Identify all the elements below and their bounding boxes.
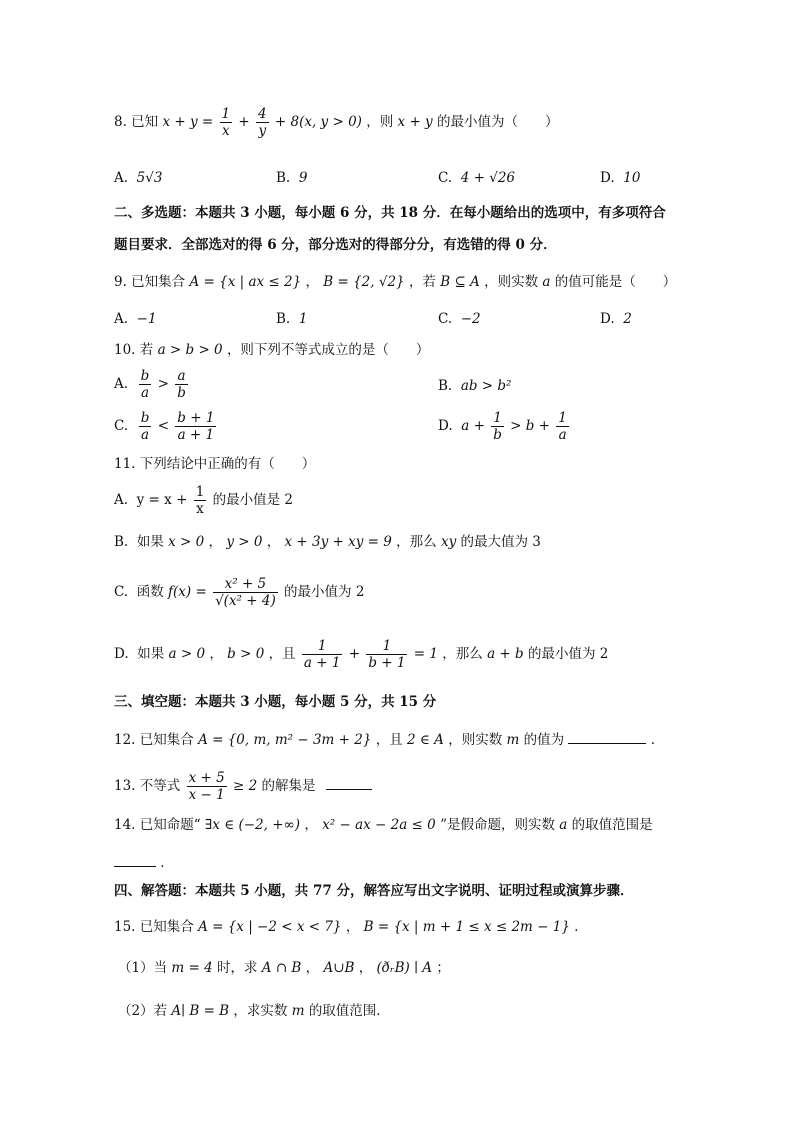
q10-cond: a > b > 0 [157,342,223,358]
q10a-op: > [157,376,169,392]
q11-option-d [114,638,608,671]
q8-option-a [114,168,162,188]
frac-num: a [175,368,188,385]
q8-expr2: x + y [397,114,433,130]
q10c-fraction-1 [139,410,152,443]
frac-den: a [558,427,567,443]
question-14 [114,815,653,835]
q11c-text-b: 的最小值为 2 [284,584,365,600]
q9-option-d [600,309,632,329]
option-label: D. [438,418,453,434]
option-value: 4 + √26 [460,170,515,186]
option-value: 2 [623,311,632,327]
question-11: 11. 下列结论中正确的有（ ） [114,456,316,472]
q9-option-c [438,309,481,329]
q12-text-b: ，且 [375,732,403,748]
q11-option-a [114,484,293,517]
q15-p2-text: ，求实数 [233,1003,288,1019]
q8-fraction-1 [220,106,233,139]
option-label: B. [276,311,291,327]
option-value: 9 [298,170,308,186]
q11b-text-b: ，那么 [396,534,437,550]
frac-num: 1 [558,410,567,426]
q10d-fraction-1 [491,410,504,443]
section-3-heading: 三、填空题：本题共 3 小题，每小题 5 分，共 15 分 [114,694,437,710]
q10-text-a: 10. 若 [114,342,154,358]
q10a-fraction-1 [139,368,152,401]
q14-text-a: 14. 已知命题“ [114,817,201,833]
q11b-var: xy [440,534,457,550]
option-label: C. [114,418,129,434]
option-label: B. [438,378,453,394]
frac-den: a [140,385,149,401]
frac-num: x² + 5 [213,576,278,593]
q10-option-b [438,376,511,396]
q8-option-d [600,168,640,188]
q15-p2-var: m [291,1003,305,1019]
q15-set-b: B = {x | m + 1 ≤ x ≤ 2m − 1} [363,919,570,935]
frac-den: x − 1 [188,787,225,803]
q8-frac1-den: x [222,123,230,139]
q12-answer-blank[interactable] [568,729,646,744]
q12-text-d: 的值为 [523,732,565,748]
q14-expr1: ∃x ∈ (−2, +∞) [204,817,301,833]
q15-p1-e1: A ∩ B [261,960,302,976]
q14-sep: ， [304,817,318,833]
q11d-eq: = 1 [413,646,438,662]
option-value: 10 [623,170,641,186]
question-8 [114,106,558,139]
q10-option-c [114,410,218,443]
option-label: A. [114,376,129,392]
q11d-fraction-2 [366,638,407,671]
question-15 [114,917,588,937]
q12-text-c: ，则实数 [448,732,503,748]
q8-suffix2: 的最小值为（ ） [436,114,559,130]
q15-sep: ， [345,919,360,935]
q10c-fraction-2 [175,410,216,443]
q11b-c1: x > 0 [168,534,205,550]
q11d-text-b: ，且 [268,646,296,662]
q15-p1-s2: ， [358,960,373,976]
q9-text-b: ，若 [408,274,436,290]
q12-end: . [650,732,656,748]
q12-text-a: 12. 已知集合 [114,732,194,748]
q15-p1-text: 时，求 [216,960,258,976]
option-label: D. [600,170,615,186]
frac-den: b [177,385,186,401]
q11a-fraction [194,484,207,517]
q11c-text-a: 函数 [136,584,164,600]
frac-num: b [140,410,150,426]
q8-frac1-num: 1 [221,106,231,122]
option-value: −2 [460,311,481,327]
q8-frac2-den: y [258,123,267,139]
q13-ineq: ≥ 2 [232,778,258,794]
q11-option-c [114,576,364,609]
q11d-plus: + [348,646,361,662]
option-label: C. [438,170,453,186]
q10d-pre: a + [461,418,485,434]
option-label: C. [438,311,453,327]
q11b-sep1: ， [208,534,223,550]
option-value: 1 [298,311,308,327]
question-12 [114,729,655,750]
q13-answer-blank[interactable] [326,775,372,790]
q10a-fraction-2 [175,368,188,401]
q9-set-b: B = {2, √2} [323,274,405,290]
q11b-text-a: 如果 [136,534,164,550]
frac-num: x + 5 [188,770,225,786]
q11d-text-c: ，那么 [442,646,483,662]
section-2-heading-cont: 题目要求．全部选对的得 6 分，部分选对的得部分分，有选错的得 0 分． [114,237,557,253]
q11-option-b [114,532,541,552]
q11a-pre: y = x + [136,492,188,508]
q11d-text-d: 的最小值为 2 [527,646,609,662]
q8-plus: + [238,114,250,130]
q11a-post: 的最小值是 2 [212,492,293,508]
section-2-heading: 二、多选题：本题共 3 小题，每小题 6 分，共 18 分．在每小题给出的选项中，有多项符合 [114,205,666,221]
question-10 [114,340,429,360]
q8-fraction-2 [256,106,269,139]
frac-den: x [196,501,204,517]
option-label: B. [114,534,129,550]
q15-end: ． [574,919,588,935]
q11d-c1: a > 0 [168,646,206,662]
question-9 [114,272,676,292]
option-value: −1 [136,311,157,327]
q11b-c3: x + 3y + xy = 9 [284,534,392,550]
q8-suffix: ，则 [366,114,394,130]
q11c-func: f(x) = [168,584,207,600]
q15-p1-label: （1）当 [118,960,168,976]
option-label: B. [276,170,291,186]
q9-cond: B ⊆ A [440,274,480,290]
q10-option-a [114,368,190,401]
q15-p2-end: 的取值范围． [308,1003,390,1019]
q11b-sep2: ， [266,534,281,550]
option-label: A. [114,311,129,327]
q13-text-a: 13. 不等式 [114,778,181,794]
q14-text-c: 的取值范围是 [571,817,653,833]
q9-text-d: 的值可能是（ ） [554,274,677,290]
option-label: D. [600,311,615,327]
question-14-blank-line [114,852,174,873]
q15-p1-cond: m = 4 [171,960,213,976]
q14-expr2: x² − ax − 2a ≤ 0 [322,817,436,833]
q10-option-d [438,410,571,443]
q11b-text-c: 的最大值为 3 [460,534,541,550]
option-label: D. [114,646,129,662]
q9-option-b [276,309,307,329]
q9-sep: ， [305,274,319,290]
q15-p1-end: ； [436,960,450,976]
q11d-c2: b > 0 [227,646,265,662]
option-label: A. [114,492,129,508]
q13-fraction [187,770,227,803]
q12-var: m [506,732,520,748]
q10-text-b: ，则下列不等式成立的是（ ） [226,342,430,358]
frac-num: 1 [302,638,343,655]
q9-set-a: A = {x | ax ≤ 2} [189,274,302,290]
q15-p1-s1: ， [305,960,320,976]
frac-num: b + 1 [177,410,215,426]
q15-set-a: A = {x | −2 < x < 7} [198,919,342,935]
q13-text-b: 的解集是 [261,778,316,794]
q14-end: ． [160,855,174,871]
section-4-heading: 四、解答题：本题共 5 小题，共 77 分，解答应写出文字说明、证明过程或演算步骤． [114,883,634,899]
option-label: C. [114,584,129,600]
q9-text-c: ，则实数 [484,274,539,290]
q14-answer-blank[interactable] [114,852,156,867]
q8-option-c [438,168,515,188]
q14-var: a [559,817,568,833]
q8-expr-lhs: x + y = [162,114,214,130]
frac-num: 1 [195,484,205,500]
frac-den: b + 1 [368,655,406,671]
q8-expr-tail: + 8(x, y > 0) [274,114,362,130]
q9-option-a [114,309,157,329]
q11b-c2: y > 0 [226,534,263,550]
q12-set: A = {0, m, m² − 3m + 2} [198,732,372,748]
q15-p1-e3: (ðᵣB) ∣ A [376,960,433,976]
q8-prefix: 8. 已知 [114,114,159,130]
q11c-fraction [213,576,278,609]
q8-option-b [276,168,307,188]
q15-p2-label: （2）若 [118,1003,168,1019]
q11d-text-a: 如果 [137,646,165,662]
q10d-mid: > b + [510,418,550,434]
frac-num: b [140,368,150,384]
q12-cond: 2 ∈ A [407,732,444,748]
q15-p1-e2: A∪B [323,960,355,976]
q10c-op: < [157,418,169,434]
frac-den: a + 1 [303,655,341,671]
q9-var: a [542,274,551,290]
q10d-fraction-2 [556,410,569,443]
q15-text-a: 15. 已知集合 [114,919,194,935]
frac-den: b [493,427,502,443]
frac-den: a [141,427,150,443]
frac-num: 1 [366,638,407,655]
q15-part-2 [118,1001,390,1021]
q15-part-1 [118,958,450,978]
frac-den: a + 1 [177,427,215,443]
frac-num: 1 [491,410,504,427]
frac-den: √(x² + 4) [215,593,276,609]
q11d-fraction-1 [302,638,343,671]
q9-text-a: 9. 已知集合 [114,274,186,290]
option-value: ab > b² [460,378,512,394]
q11d-sep1: ， [209,646,223,662]
q8-frac2-num: 4 [258,106,267,122]
option-label: A. [114,170,129,186]
option-value: 5√3 [136,170,163,186]
q11d-expr: a + b [487,646,524,662]
q15-p2-cond: A∣ B = B [171,1003,230,1019]
question-13 [114,770,372,803]
q14-text-b: ”是假命题，则实数 [440,817,555,833]
